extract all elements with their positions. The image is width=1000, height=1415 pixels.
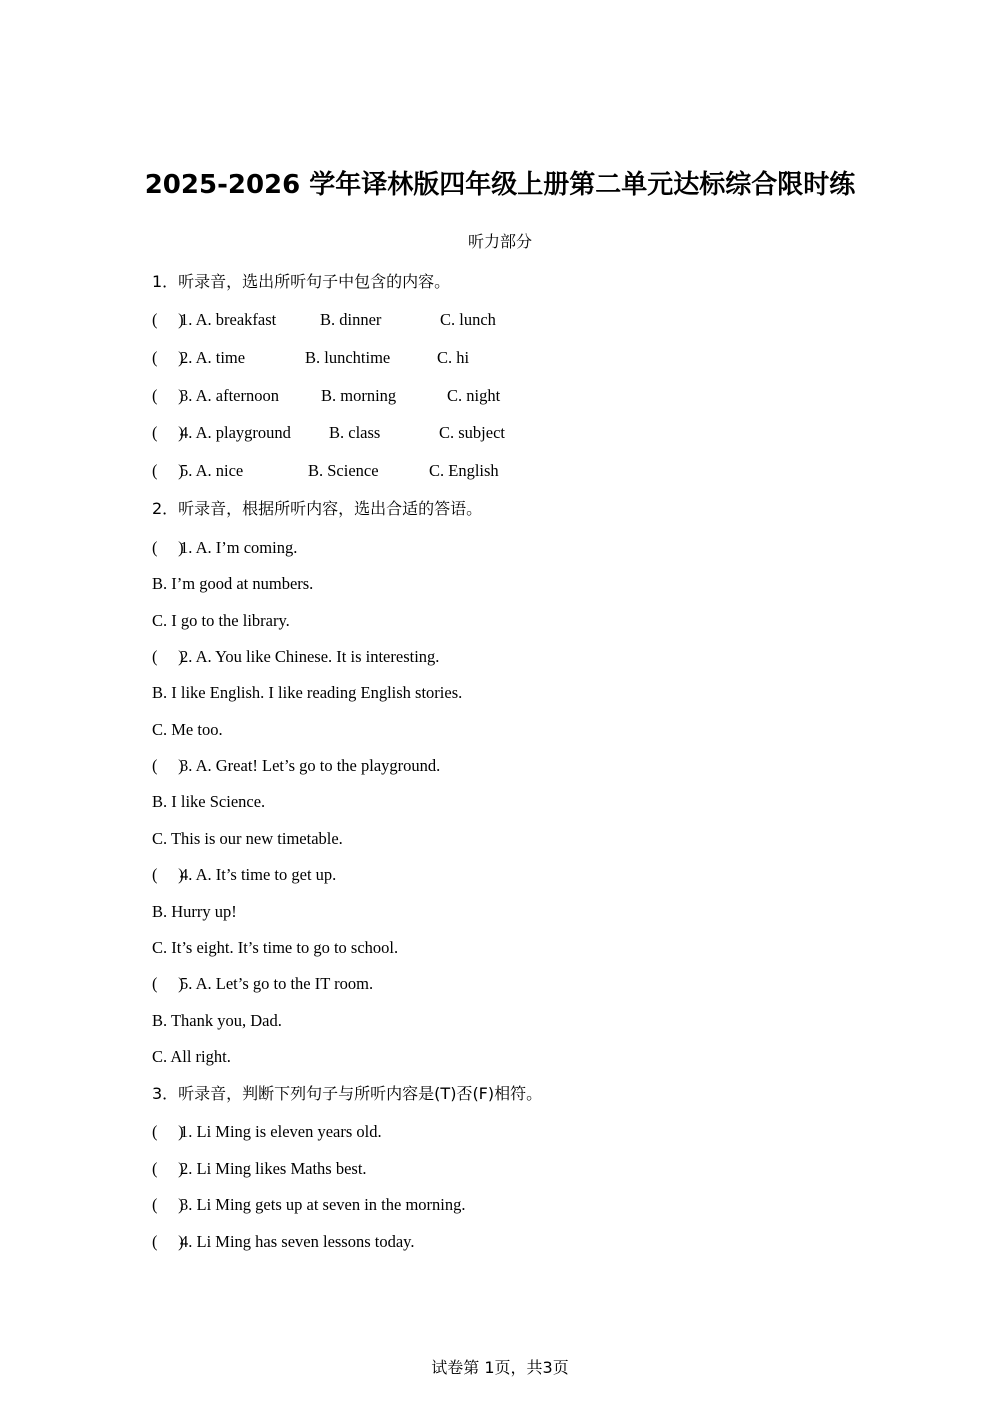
option-c: C. Me too. (152, 720, 223, 739)
option-c: C. subject (439, 423, 505, 442)
page-footer: 试卷第 1页，共3页 (431, 1358, 569, 1377)
answer-blank[interactable]: ( ) (152, 538, 184, 557)
option-b: B. morning (321, 386, 397, 405)
option-c: C. I go to the library. (152, 611, 290, 630)
option-c: C. lunch (440, 310, 496, 329)
answer-blank[interactable]: ( ) (152, 348, 184, 367)
section-heading: 听力部分 (467, 232, 532, 251)
option-b: B. Science (308, 461, 379, 480)
q2-item (152, 536, 297, 560)
q1-item (152, 346, 469, 370)
q3-item (152, 1193, 466, 1217)
q1-item (152, 459, 499, 483)
answer-blank[interactable]: ( ) (152, 1232, 184, 1251)
option-a: 4. A. playground (180, 423, 291, 442)
answer-blank[interactable]: ( ) (152, 310, 184, 329)
q3-item (152, 1157, 367, 1181)
answer-blank[interactable]: ( ) (152, 647, 184, 666)
q1-item (152, 308, 496, 332)
option-b: B. I like Science. (152, 792, 266, 811)
q3-item (152, 1120, 382, 1144)
statement: 1. Li Ming is eleven years old. (180, 1122, 382, 1141)
option-a: 2. A. You like Chinese. It is interesting. (180, 647, 440, 666)
option-b: B. lunchtime (305, 348, 391, 367)
option-b: B. dinner (320, 310, 382, 329)
answer-blank[interactable]: ( ) (152, 756, 184, 775)
answer-blank[interactable]: ( ) (152, 423, 184, 442)
option-b: B. class (329, 423, 381, 442)
option-a: 3. A. afternoon (180, 386, 279, 405)
option-b: B. I like English. I like reading English stories. (152, 683, 463, 702)
option-a: 3. A. Great! Let’s go to the playground. (180, 756, 441, 775)
option-c: C. English (429, 461, 499, 480)
document-title: 2025-2026 学年译林版四年级上册第二单元达标综合限时练 (144, 170, 856, 200)
answer-blank[interactable]: ( ) (152, 1159, 184, 1178)
statement: 4. Li Ming has seven lessons today. (180, 1232, 415, 1251)
q3-heading: 3．听录音，判断下列句子与所听内容是(T)否(F)相符。 (152, 1084, 543, 1103)
answer-blank[interactable]: ( ) (152, 1122, 184, 1141)
option-a: 4. A. It’s time to get up. (180, 865, 337, 884)
option-b: B. I’m good at numbers. (152, 574, 314, 593)
statement: 2. Li Ming likes Maths best. (180, 1159, 367, 1178)
q1-item (152, 384, 500, 408)
option-b: B. Thank you, Dad. (152, 1011, 282, 1030)
option-c: C. This is our new timetable. (152, 829, 343, 848)
q2-item (152, 863, 336, 887)
answer-blank[interactable]: ( ) (152, 974, 184, 993)
option-a: 1. A. breakfast (180, 310, 277, 329)
statement: 3. Li Ming gets up at seven in the morning. (180, 1195, 466, 1214)
option-b: B. Hurry up! (152, 902, 237, 921)
option-a: 2. A. time (180, 348, 246, 367)
option-a: 1. A. I’m coming. (180, 538, 298, 557)
option-c: C. It’s eight. It’s time to go to school. (152, 938, 399, 957)
answer-blank[interactable]: ( ) (152, 461, 184, 480)
option-a: 5. A. Let’s go to the IT room. (180, 974, 374, 993)
answer-blank[interactable]: ( ) (152, 386, 184, 405)
option-c: C. hi (437, 348, 470, 367)
q2-item (152, 754, 440, 778)
q2-heading: 2．听录音，根据所听内容，选出合适的答语。 (152, 499, 483, 518)
q1-item (152, 421, 505, 445)
q1-heading: 1．听录音，选出所听句子中包含的内容。 (152, 272, 451, 291)
answer-blank[interactable]: ( ) (152, 865, 184, 884)
q2-item (152, 645, 439, 669)
answer-blank[interactable]: ( ) (152, 1195, 184, 1214)
option-c: C. night (447, 386, 501, 405)
q2-item (152, 972, 373, 996)
option-a: 5. A. nice (180, 461, 244, 480)
q3-item (152, 1230, 415, 1254)
option-c: C. All right. (152, 1047, 231, 1066)
